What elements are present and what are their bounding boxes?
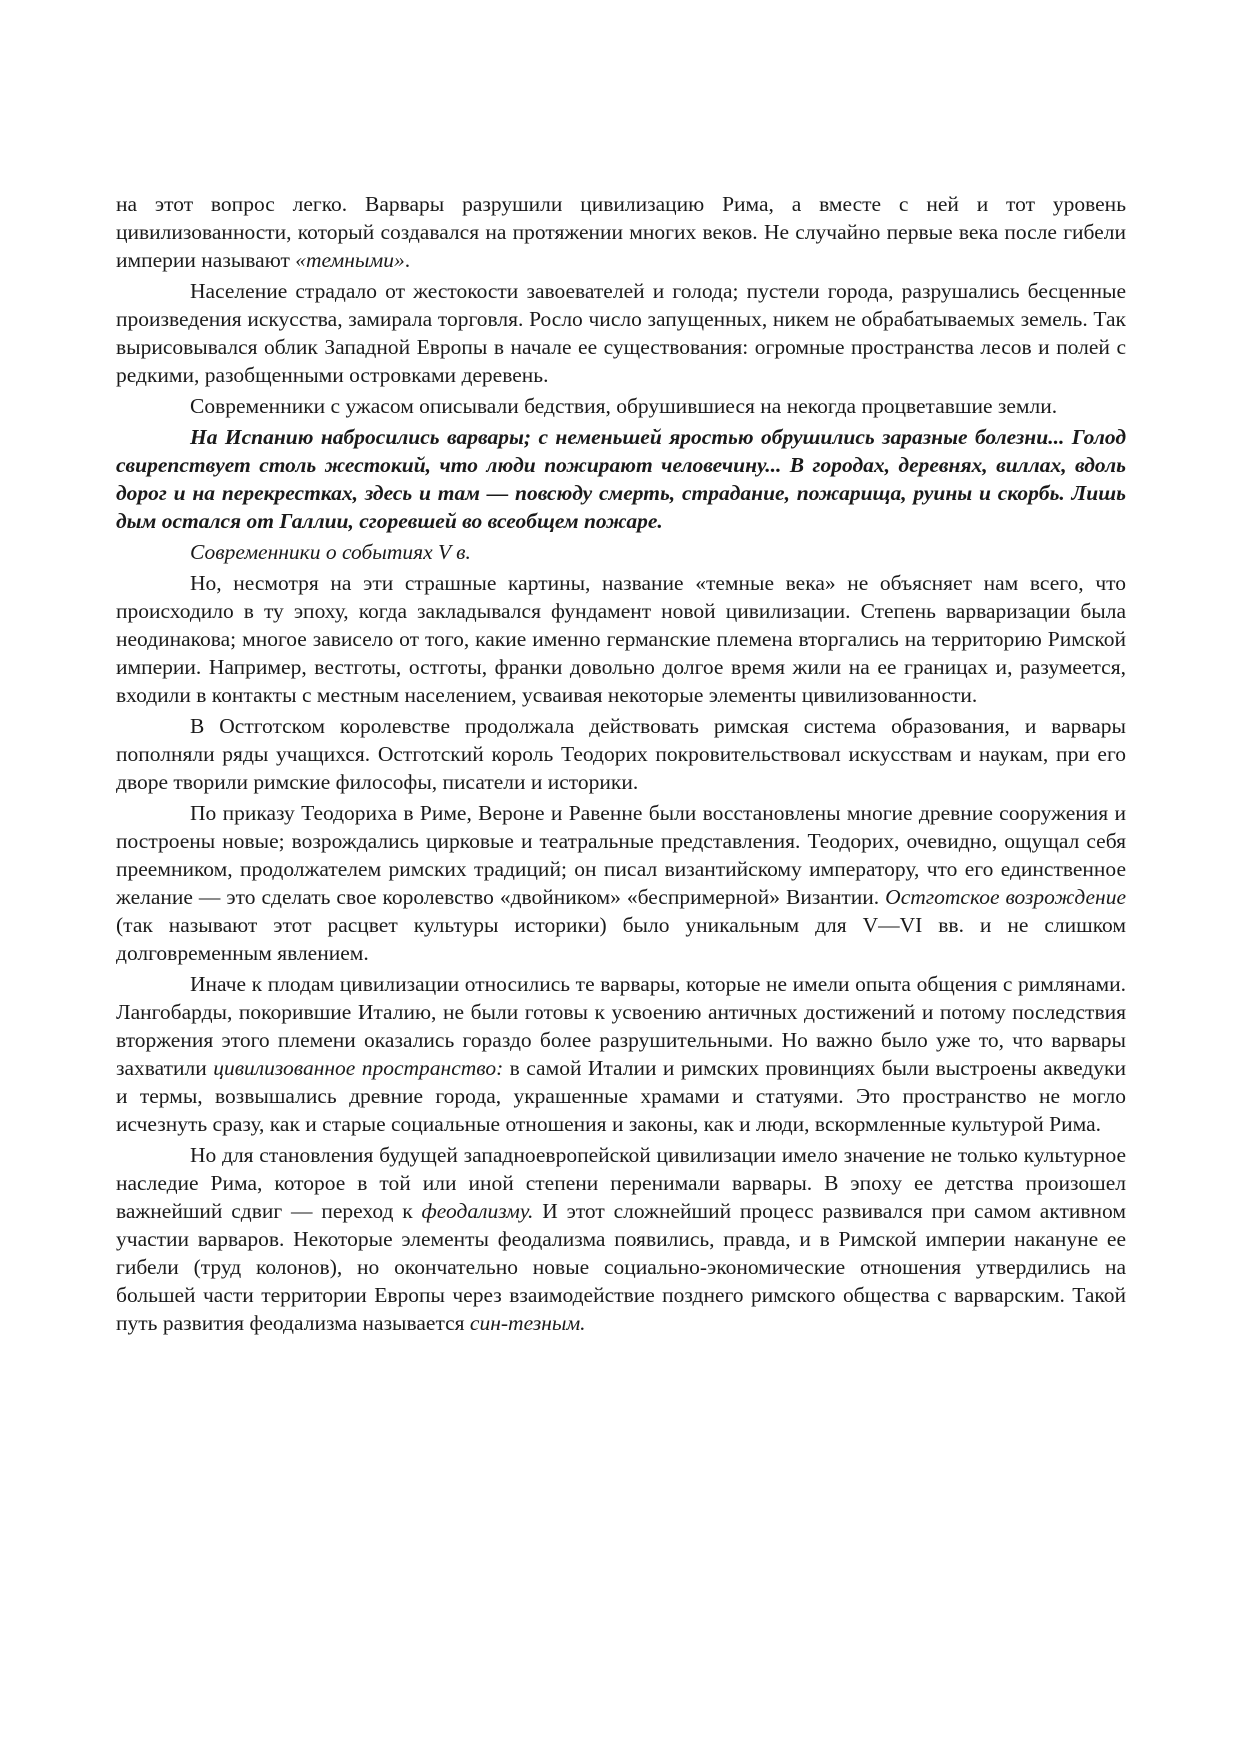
body-paragraph [116,970,1126,1138]
paragraph-text: Иначе к плодам цивилизации относились те варвары, которые не имели опыта общения с римлянами. Лангобарды, покорившие Италию, не были готовы к усвоению античных достижений и потому последствия вторжения этого племени оказались гораздо более разрушительными. Но важно было уже то, что варвары захватили [116,972,1126,1080]
quotation-paragraph [116,423,1126,535]
paragraph-text: На Испанию набросились варвары; с неменьшей яростью обрушились заразные болезни... Голод свирепствует столь жестокий, что люди пожирают человечину... В городах, деревнях, виллах, вдоль дорог и на перекрестках, здесь и там — повсюду смерть, страдание, пожарища, руины и скорбь. Лишь дым остался от Галлии, сгоревшей во всеобщем пожаре. [116,425,1126,533]
document-body [116,190,1126,1340]
emphasized-term: «темными» [295,248,405,272]
paragraph-text: Но, несмотря на эти страшные картины, название «темные века» не объясняет нам всего, что происходило в ту эпоху, когда закладывался фундамент новой цивилизации. Степень варваризации была неодинакова; многое зависело от того, какие именно германские племена вторгались на территорию Римской империи. Например, вестготы, остготы, франки довольно долгое время жили на ее границах и, разумеется, входили в контакты с местным населением, усваивая некоторые элементы цивилизованности. [116,571,1126,707]
quotation-source [116,538,1126,566]
paragraph-text: По приказу Теодориха в Риме, Вероне и Равенне были восстановлены многие древние сооружения и построены новые; возрождались цирковые и театральные представления. Теодорих, очевидно, ощущал себя преемником, продолжателем римских традиций; он писал византийскому императору, что его единственное желание — это сделать свое королевство «двойником» «беспримерной» Византии. [116,801,1126,909]
paragraph-text: (так называют этот расцвет культуры историки) было уникальным для V—VI вв. и не слишком долговременным явлением. [116,913,1126,965]
emphasized-term: Остготское возрождение [885,885,1127,909]
paragraph-text: Современники о событиях V в. [190,540,471,564]
continued-paragraph [116,190,1126,274]
emphasized-term: феодализму. [421,1199,534,1223]
emphasized-term: син-тезным. [469,1311,586,1335]
emphasized-term: цивилизованное пространство: [213,1056,504,1080]
body-paragraph [116,277,1126,389]
body-paragraph [116,1141,1126,1337]
body-paragraph [116,392,1126,420]
paragraph-text: И этот сложнейший процесс развивался при самом активном участии варваров. Некоторые элементы феодализма появились, правда, и в Римской империи накануне ее гибели (труд колонов), но окончательно новые социально-экономические отношения утвердились на большей части территории Европы через взаимодействие позднего римского общества с варварским. Такой путь развития феодализма называется [116,1199,1126,1335]
body-paragraph [116,799,1126,967]
body-paragraph [116,712,1126,796]
paragraph-text: в самой Италии и римских провинциях были выстроены акведуки и термы, возвышались древние города, украшенные храмами и статуями. Это пространство не могло исчезнуть сразу, как и старые социальные отношения и законы, как и люди, вскормленные культурой Рима. [116,1056,1127,1136]
paragraph-text: В Остготском королевстве продолжала действовать римская система образования, и варвары пополняли ряды учащихся. Остготский король Теодорих покровительствовал искусствам и наукам, при его дворе творили римские философы, писатели и историки. [116,714,1126,794]
body-paragraph [116,569,1126,709]
paragraph-text: на этот вопрос легко. Варвары разрушили цивилизацию Рима, а вместе с ней и тот уровень цивилизованности, который создавался на протяжении многих веков. Не случайно первые века после гибели империи называют [116,192,1126,272]
paragraph-text: Но для становления будущей западноевропейской цивилизации имело значение не только культурное наследие Рима, которое в той или иной степени перенимали варвары. В эпоху ее детства произошел важнейший сдвиг — переход к [116,1143,1126,1223]
paragraph-text: Население страдало от жестокости завоевателей и голода; пустели города, разрушались бесценные произведения искусства, замирала торговля. Росло число запущенных, никем не обрабатываемых земель. Так вырисовывался облик Западной Европы в начале ее существования: огромные пространства лесов и полей с редкими, разобщенными островками деревень. [116,279,1126,387]
paragraph-text: Современники с ужасом описывали бедствия, обрушившиеся на некогда процветавшие земли. [190,394,1058,418]
paragraph-text: . [404,248,411,272]
